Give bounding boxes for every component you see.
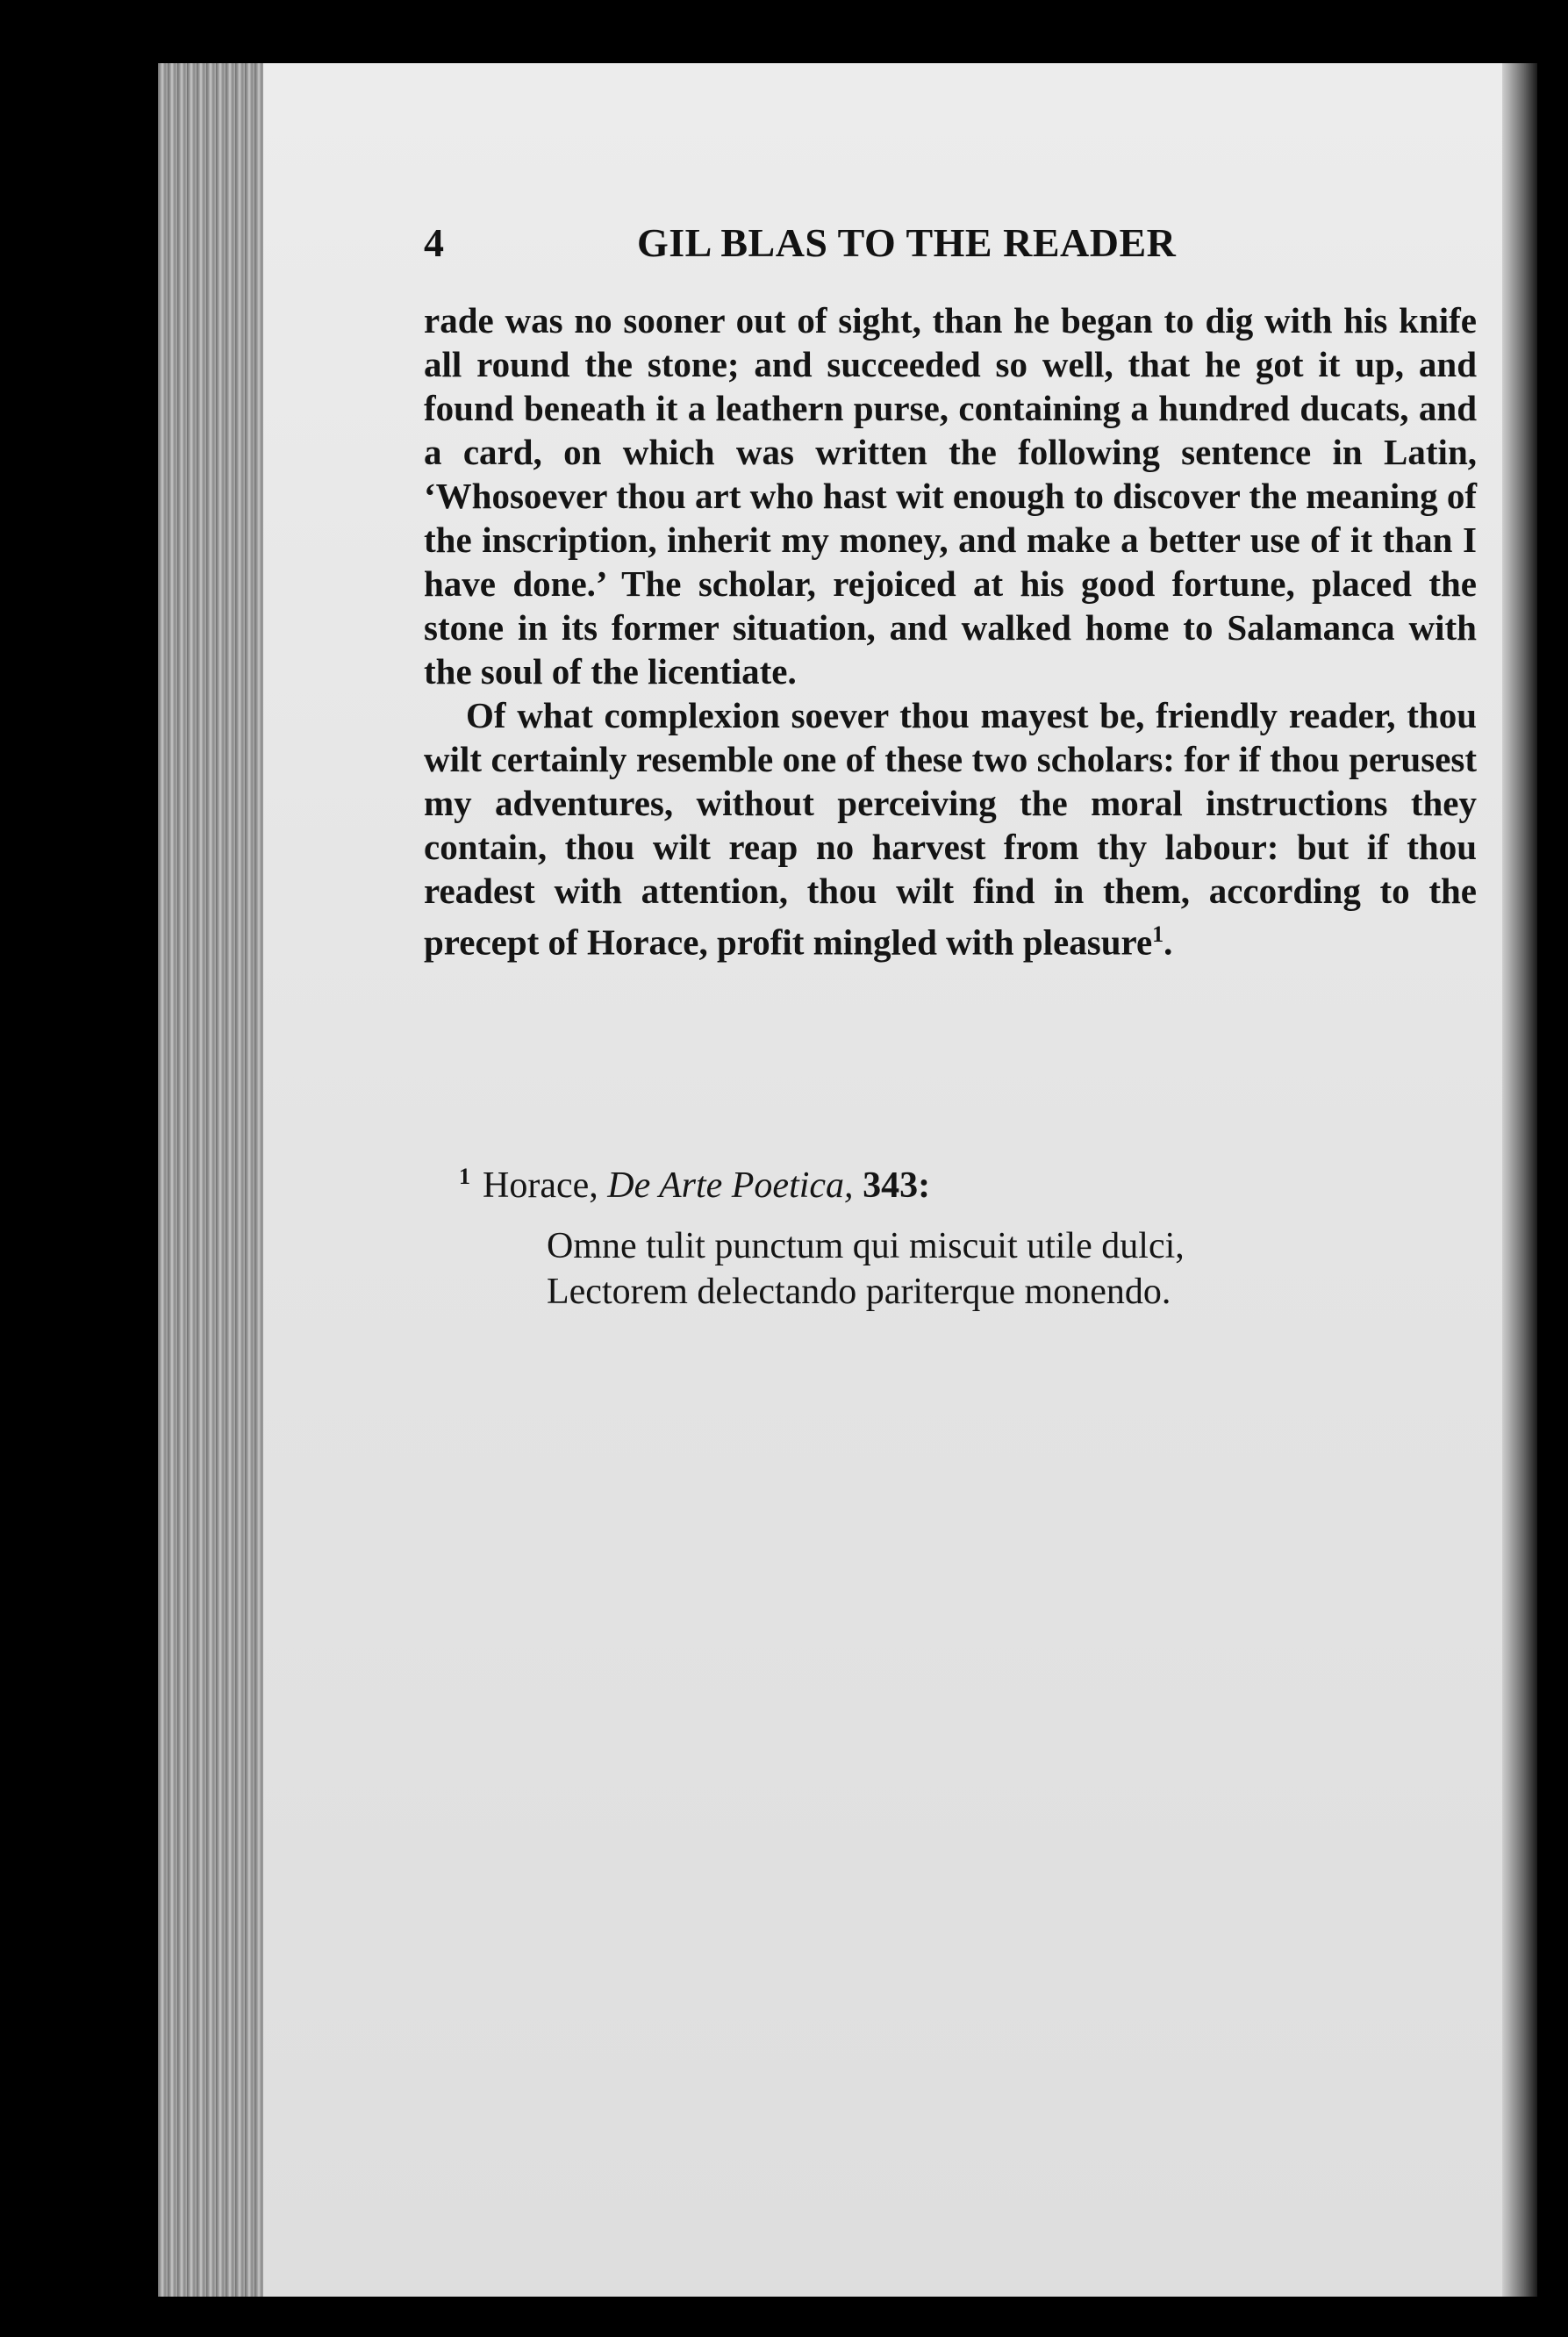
footnote: [424, 1153, 1477, 1315]
footnote-author: Horace,: [483, 1165, 598, 1206]
footnote-line-reference: 343:: [863, 1165, 931, 1206]
running-title: GIL BLAS TO THE READER: [637, 220, 1177, 265]
verse-line: Lectorem delectando pariterque monendo.: [547, 1272, 1171, 1312]
book-page-edges: [158, 63, 281, 2297]
footnote-work-title: De Arte Poetica,: [607, 1165, 854, 1206]
paragraph-end: .: [1163, 921, 1173, 963]
footnote-verse: [547, 1223, 1477, 1315]
footnote-marker: 1: [459, 1164, 470, 1189]
footnote-citation: [459, 1153, 1477, 1209]
page-header: [424, 219, 1264, 274]
footnote-reference: 1: [1152, 921, 1164, 947]
gutter-shadow: [1502, 63, 1537, 2297]
paragraph: rade was no sooner out of sight, than he began to dig with his knife all round the stone; and succeeded so well, that he got it up, and found beneath it a leathern purse, containing a hundred ducats, and a card, on which was written the following sentence in Latin, ‘Whosoever thou art who hast wit enough to discover the meaning of the inscription, inherit my money, and make a better use of it than I have done.’ The scholar, rejoiced at his good fortune, placed the stone in its former situation, and walked home to Salamanca with the soul of the licentiate.: [424, 300, 1478, 692]
paragraph-text: Of what complexion soever thou mayest be, friendly reader, thou wilt certainly resemble one of these two scholars: for if thou perusest my adventures, without perceiving the moral instructions they contain, thou wilt reap no harvest from thy labour: but if thou readest with attention, thou wilt find in them, according to the precept of Horace, profit mingled with pleasure: [424, 695, 1477, 963]
paragraph: [424, 693, 1477, 964]
page-number: 4: [424, 220, 444, 265]
main-text: [424, 298, 1477, 964]
verse-line: Omne tulit punctum qui miscuit utile dulci,: [547, 1226, 1185, 1266]
